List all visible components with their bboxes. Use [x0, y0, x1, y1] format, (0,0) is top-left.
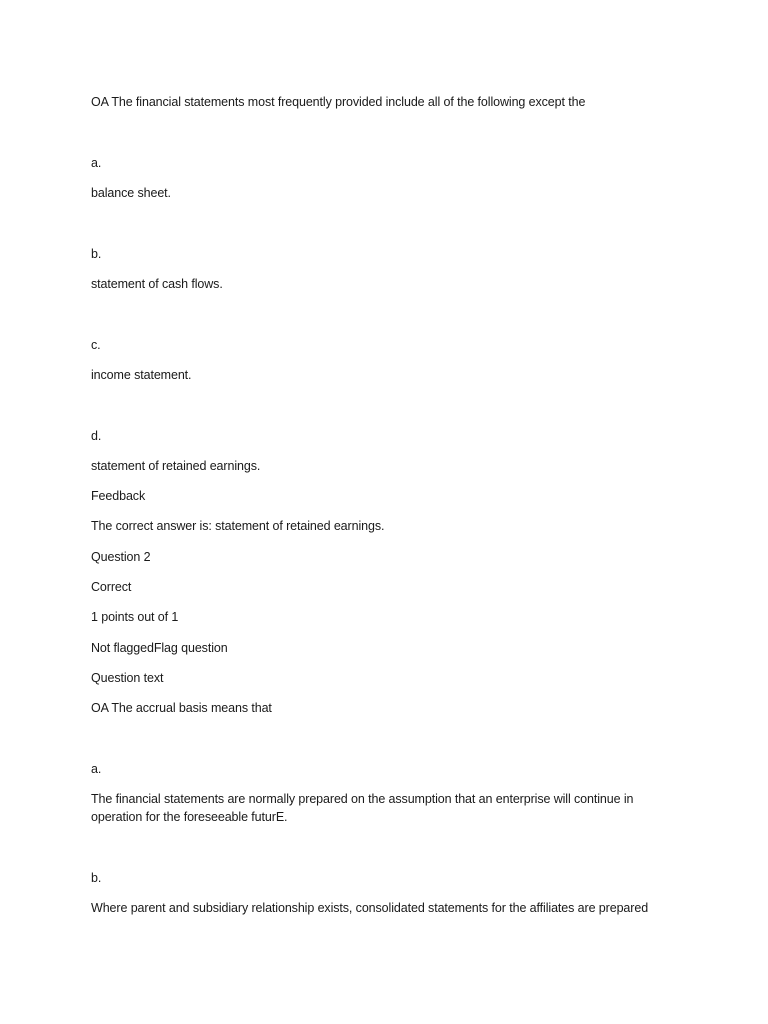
question-2-flag: Not flaggedFlag question — [91, 641, 228, 655]
option-c-text: income statement. — [91, 368, 192, 382]
option-d-letter: d. — [91, 429, 102, 443]
question-2-points: 1 points out of 1 — [91, 610, 179, 624]
q2-option-a-text: The financial statements are normally prepared on the assumption that an enterprise will continue in operation for the foreseeable futurE. — [91, 792, 634, 824]
question-1-text: OA The financial statements most frequently provided include all of the following except the — [91, 95, 586, 109]
question-2-number: Question 2 — [91, 550, 151, 564]
option-d-text: statement of retained earnings. — [91, 459, 261, 473]
option-c-letter: c. — [91, 338, 101, 352]
q2-option-b-letter: b. — [91, 871, 102, 885]
question-2-text: OA The accrual basis means that — [91, 701, 272, 715]
q2-option-b-text: Where parent and subsidiary relationship exists, consolidated statements for the affiliates are prepared — [91, 901, 649, 915]
question-2-status: Correct — [91, 580, 132, 594]
feedback-label: Feedback — [91, 489, 146, 503]
option-b-letter: b. — [91, 247, 102, 261]
feedback-text: The correct answer is: statement of retained earnings. — [91, 519, 385, 533]
q2-option-a-letter: a. — [91, 762, 102, 776]
option-a-text: balance sheet. — [91, 186, 171, 200]
question-2-text-label: Question text — [91, 671, 164, 685]
option-b-text: statement of cash flows. — [91, 277, 223, 291]
option-a-letter: a. — [91, 156, 102, 170]
